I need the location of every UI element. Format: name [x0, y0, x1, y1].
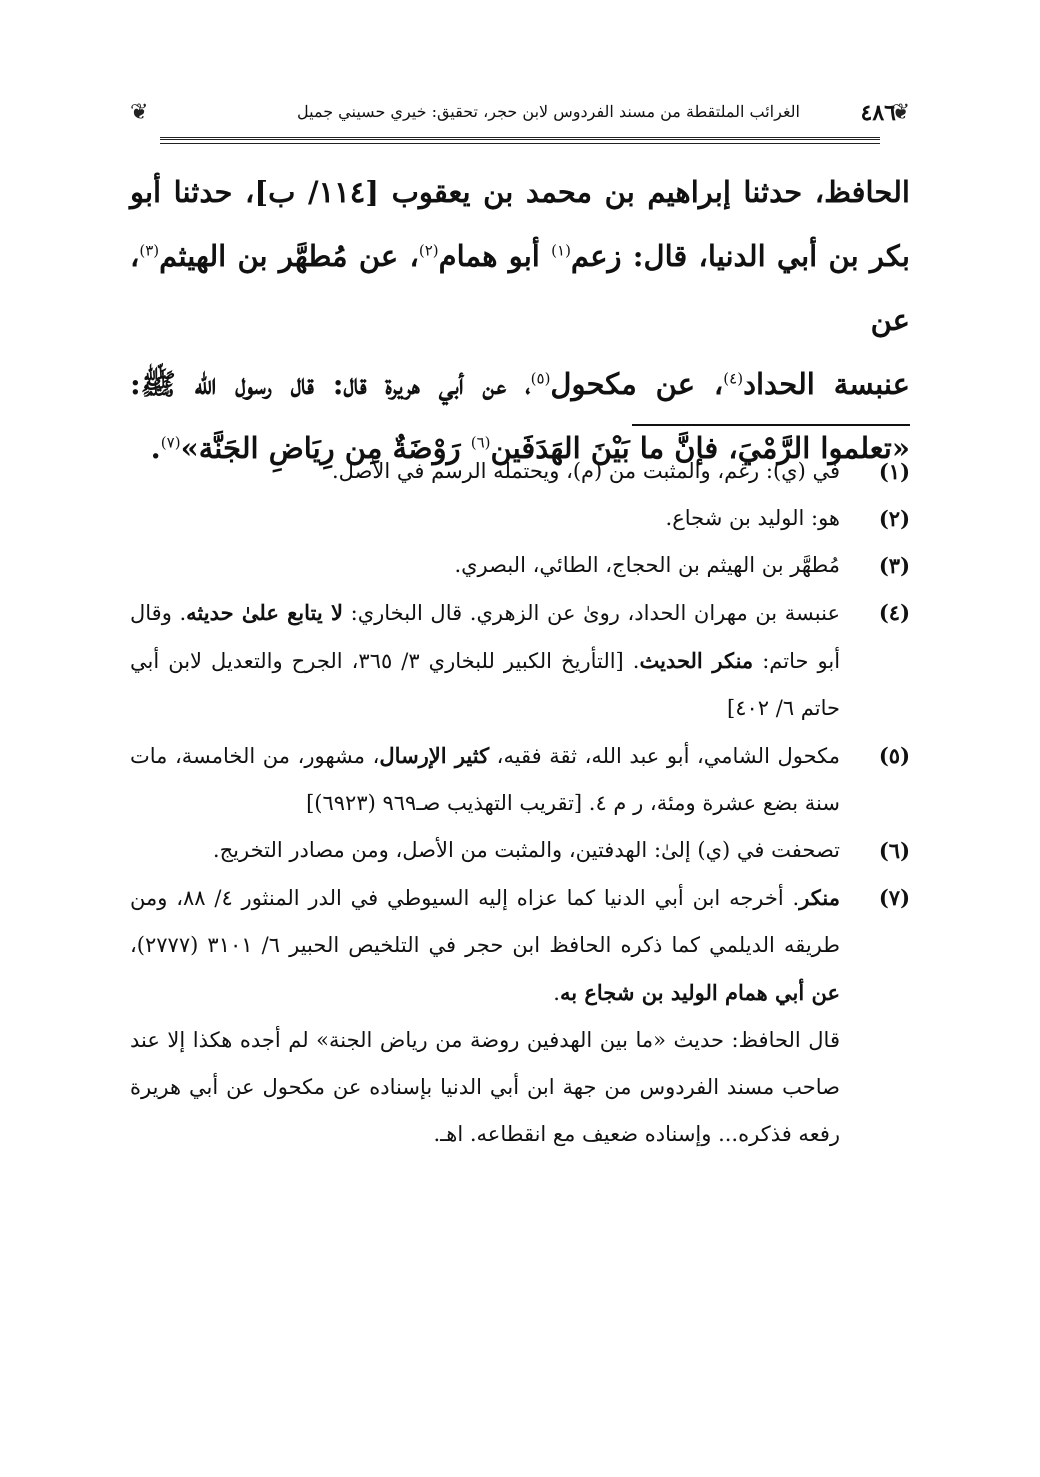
footnote-ref[interactable]: (١) — [551, 241, 571, 260]
header-rule — [160, 137, 880, 140]
ornament-icon: ❦ — [891, 100, 910, 125]
text-line: عنبسة الحداد$^{(٤)}$، عن مكحول$^{(٥)}$، عن أبي هريرة قال: قال رسول الله ﷺ: — [130, 367, 910, 401]
footnote-text: مكحول الشامي، أبو عبد الله، ثقة فقيه، كثير الإرسال، مشهور، من الخامسة، مات سنة بضع عشرة ومئة، ر م ٤. [تقريب التهذيب صـ٩٦٩ (٦٩٢٣)] — [130, 743, 840, 815]
ornament-icon: ❦ — [130, 100, 149, 125]
footnote-text: تصحفت في (ي) إلىٰ: الهدفتين، والمثبت من الأصل، ومن مصادر التخريج. — [212, 838, 840, 862]
footnote-ref[interactable]: (٢) — [418, 241, 439, 260]
text-line: الحافظ، حدثنا إبراهيم بن محمد بن يعقوب [١١٤/ ب]، حدثنا أبو — [130, 175, 910, 209]
footnote-ref[interactable]: (٦) — [470, 433, 491, 452]
footnote-number: (٦) — [878, 838, 910, 863]
running-title: الغرائب الملتقطة من مسند الفردوس لابن حجر، تحقيق: خيري حسيني جميل — [297, 102, 800, 121]
footnote-3 — [130, 542, 910, 589]
footnote-ref[interactable]: (٧) — [160, 433, 181, 452]
main-text — [130, 160, 910, 480]
footnotes — [130, 448, 910, 1158]
footnote-text: هو: الوليد بن شجاع. — [665, 506, 840, 530]
footnote-text: عنبسة بن مهران الحداد، روىٰ عن الزهري. قال البخاري: لا يتابع علىٰ حديثه. وقال أبو حاتم: منكر الحديث. [التأريخ الكبير للبخاري ٣/ ٣٦٥، الجرح والتعديل لابن أبي حاتم ٦/ ٤٠٢] — [130, 600, 841, 720]
page-number: ٤٨٦ — [860, 100, 896, 126]
footnote-separator — [632, 424, 910, 426]
footnote-ref[interactable]: (٣) — [139, 241, 160, 260]
footnote-number: (٣) — [878, 553, 910, 578]
hadith-text: «تعلموا الرَّمْيَ، فإنَّ ما بَيْنَ الهَدَفَين$^{(٦)}$ رَوْضَةٌ مِن رِيَاضِ الجَنَّة»$^{(٧)}$. — [150, 431, 910, 465]
header-rule — [160, 143, 880, 144]
footnote-4 — [130, 589, 910, 732]
closing-note: قال الحافظ: حديث «ما بين الهدفين روضة من رياض الجنة» لم أجده هكذا إلا عند صاحب مسند الفردوس من جهة ابن أبي الدنيا بإسناده عن مكحول عن أبي هريرة رفعه فذكره... وإسناده ضعيف مع انقطاعه. اهـ. — [130, 1028, 840, 1146]
footnote-number: (١) — [878, 459, 910, 484]
footnote-number: (٤) — [878, 600, 910, 625]
text-line: بكر بن أبي الدنيا، قال: زعم$^{(١)}$ أبو همام$^{(٢)}$، عن مُطهَّر بن الهيثم$^{(٣)}$، عن — [130, 239, 910, 337]
footnote-5 — [130, 732, 910, 827]
footnote-text: مُطهَّر بن الهيثم بن الحجاج، الطائي، البصري. — [454, 553, 840, 577]
footnote-1 — [130, 448, 910, 495]
footnote-number: (٥) — [878, 743, 910, 768]
footnote-7 — [130, 874, 910, 1017]
footnote-number: (٢) — [878, 506, 910, 531]
footnote-6 — [130, 827, 910, 874]
footnote-text: في (ي): رغم، والمثبت من (م)، ويحتمله الرسم في الأصل. — [332, 459, 840, 483]
footnote-2 — [130, 495, 910, 542]
footnote-text: منكر. أخرجه ابن أبي الدنيا كما عزاه إليه السيوطي في الدر المنثور ٤/ ٨٨، ومن طريقه الديلمي كما ذكره الحافظ ابن حجر في التلخيص الحبير ٦/ ٣١٠١ (٢٧٧٧)، عن أبي همام الوليد بن شجاع به. — [130, 885, 840, 1005]
running-header — [130, 98, 910, 144]
footnote-number: (٧) — [878, 885, 910, 910]
footnote-ref[interactable]: (٥) — [530, 369, 551, 388]
footnote-ref[interactable]: (٤) — [723, 369, 744, 388]
